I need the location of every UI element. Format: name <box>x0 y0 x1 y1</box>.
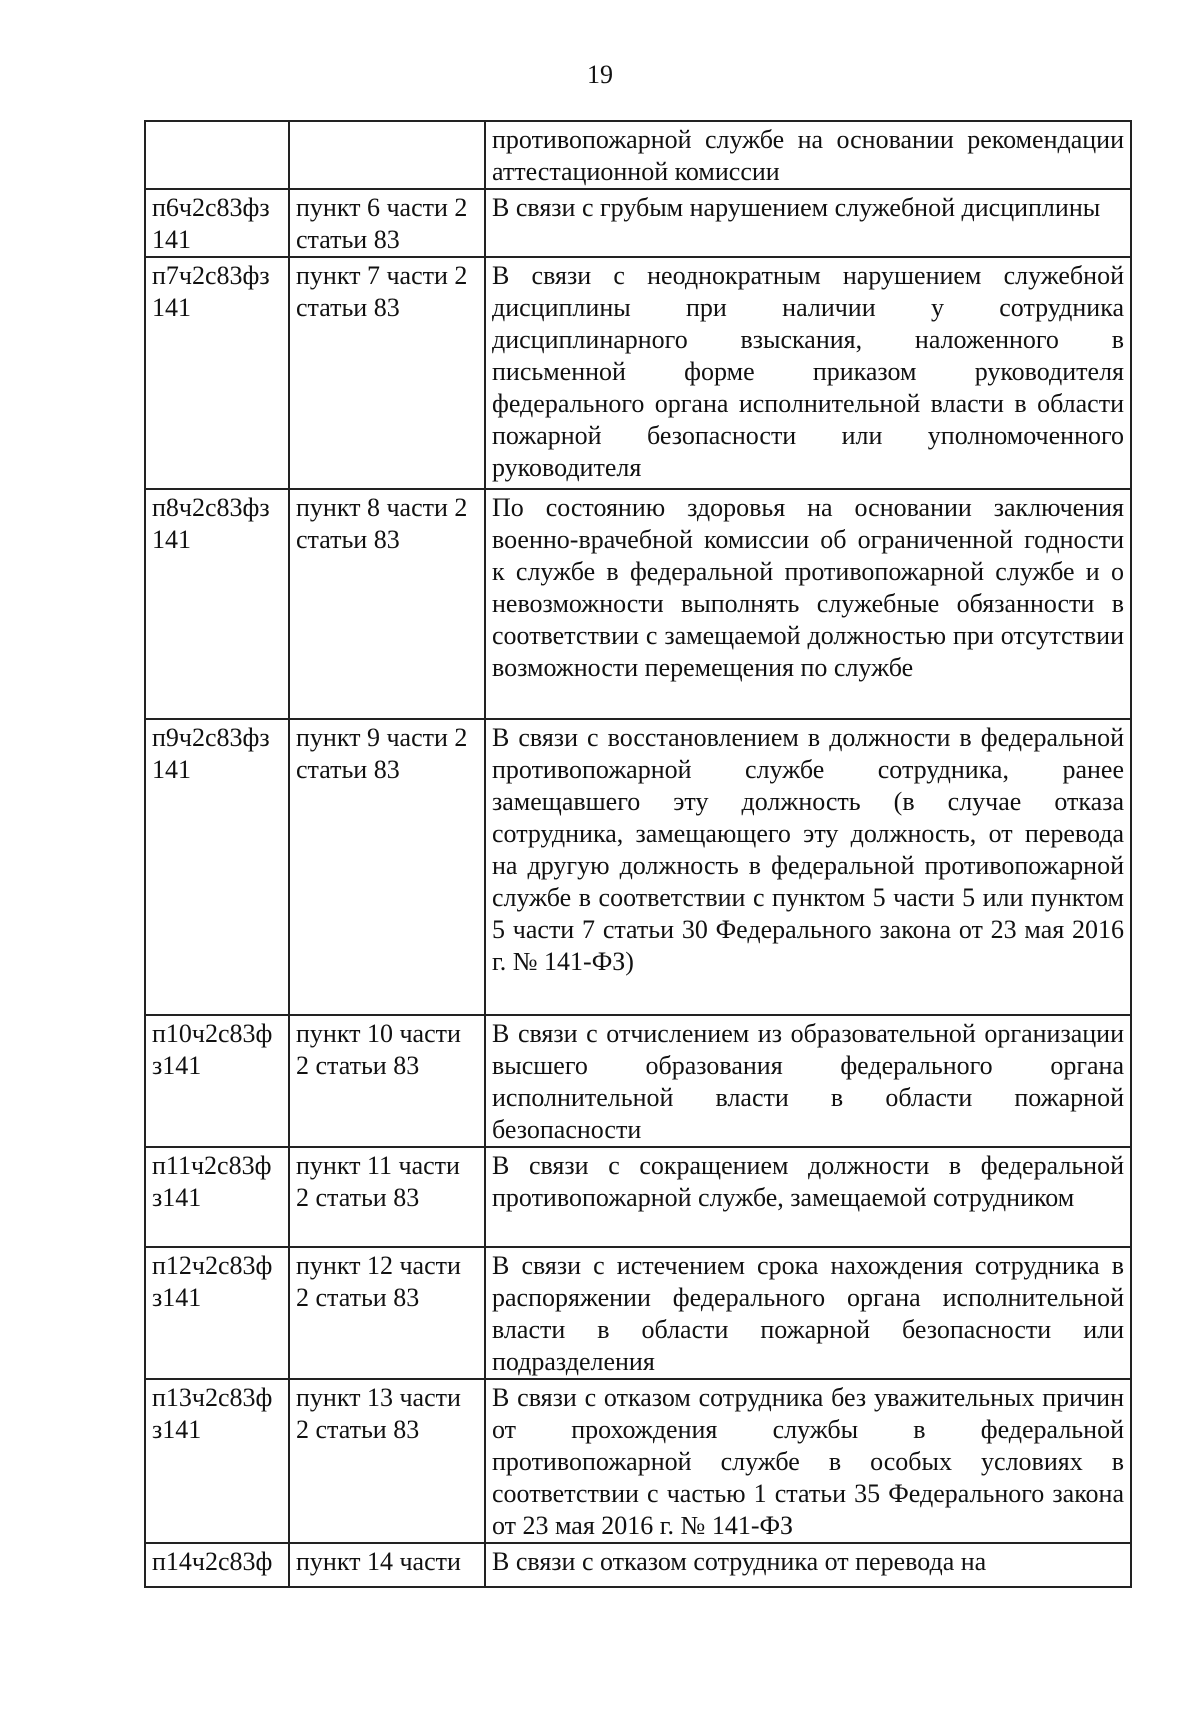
table-row <box>145 1543 1131 1587</box>
reference-cell: пункт 8 части 2 статьи 83 <box>289 489 485 719</box>
description-cell: В связи с сокращением должности в федеральной противопожарной службе, замещаемой сотрудником <box>485 1147 1131 1247</box>
code-cell: п10ч2с83ф з141 <box>145 1015 289 1147</box>
code-cell: п6ч2с83фз 141 <box>145 189 289 257</box>
table-row <box>145 1147 1131 1247</box>
description-cell: противопожарной службе на основании рекомендации аттестационной комиссии <box>485 121 1131 189</box>
table-row <box>145 1247 1131 1379</box>
reference-cell: пункт 10 части 2 статьи 83 <box>289 1015 485 1147</box>
reference-cell: пункт 11 части 2 статьи 83 <box>289 1147 485 1247</box>
code-cell: п8ч2с83фз 141 <box>145 489 289 719</box>
description-cell: В связи с отказом сотрудника от перевода на <box>485 1543 1131 1587</box>
description-cell: В связи с истечением срока нахождения сотрудника в распоряжении федерального органа исполнительной власти в области пожарной безопасности или подразделения <box>485 1247 1131 1379</box>
description-cell: В связи с грубым нарушением служебной дисциплины <box>485 189 1131 257</box>
table-row <box>145 719 1131 1015</box>
code-cell: п9ч2с83фз 141 <box>145 719 289 1015</box>
description-cell: В связи с отчислением из образовательной организации высшего образования федерального органа исполнительной власти в области пожарной безопасности <box>485 1015 1131 1147</box>
table-row <box>145 121 1131 189</box>
description-cell: По состоянию здоровья на основании заключения военно-врачебной комиссии об ограниченной годности к службе в федеральной противопожарной службе и о невозможности выполнять служебные обязанности в соответствии с замещаемой должностью при отсутствии возможности перемещения по службе <box>485 489 1131 719</box>
code-cell: п13ч2с83ф з141 <box>145 1379 289 1543</box>
description-cell: В связи с отказом сотрудника без уважительных причин от прохождения службы в федеральной противопожарной службе в особых условиях в соответствии с частью 1 статьи 35 Федерального закона от 23 мая 2016 г. № 141-ФЗ <box>485 1379 1131 1543</box>
reference-cell: пункт 13 части 2 статьи 83 <box>289 1379 485 1543</box>
code-cell: п14ч2с83ф <box>145 1543 289 1587</box>
table-row <box>145 489 1131 719</box>
reference-cell <box>289 121 485 189</box>
reference-cell: пункт 14 части <box>289 1543 485 1587</box>
description-cell: В связи с неоднократным нарушением служебной дисциплины при наличии у сотрудника дисциплинарного взыскания, наложенного в письменной форме приказом руководителя федерального органа исполнительной власти в области пожарной безопасности или уполномоченного руководителя <box>485 257 1131 489</box>
reference-cell: пункт 7 части 2 статьи 83 <box>289 257 485 489</box>
reference-cell: пункт 12 части 2 статьи 83 <box>289 1247 485 1379</box>
code-cell: п7ч2с83фз 141 <box>145 257 289 489</box>
reference-cell: пункт 9 части 2 статьи 83 <box>289 719 485 1015</box>
dismissal-grounds-table <box>144 120 1132 1588</box>
code-cell <box>145 121 289 189</box>
reference-cell: пункт 6 части 2 статьи 83 <box>289 189 485 257</box>
description-cell: В связи с восстановлением в должности в федеральной противопожарной службе сотрудника, ранее замещавшего эту должность (в случае отказа сотрудника, замещающего эту должность, от перевода на другую должность в федеральной противопожарной службе в соответствии с пунктом 5 части 5 или пунктом 5 части 7 статьи 30 Федерального закона от 23 мая 2016 г. № 141-ФЗ) <box>485 719 1131 1015</box>
page-number: 19 <box>587 60 613 89</box>
table-row <box>145 1015 1131 1147</box>
table-row <box>145 1379 1131 1543</box>
code-cell: п12ч2с83ф з141 <box>145 1247 289 1379</box>
code-cell: п11ч2с83ф з141 <box>145 1147 289 1247</box>
table-row <box>145 189 1131 257</box>
table-row <box>145 257 1131 489</box>
